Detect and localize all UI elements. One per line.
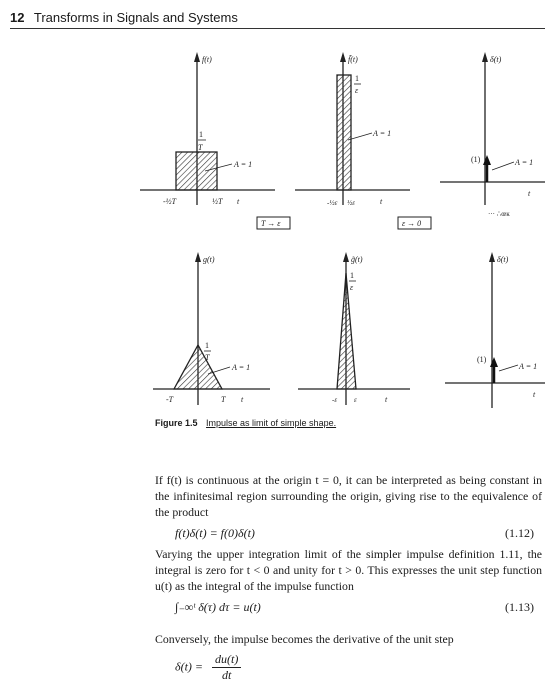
func-label: f(t) (202, 55, 212, 64)
tick-right: ½ε (347, 199, 356, 207)
tick-left: -ε (332, 396, 338, 404)
panel-narrow-pulse (295, 52, 410, 207)
figure-caption (155, 418, 336, 428)
paragraph-3: Conversely, the impulse becomes the derivative of the unit step (155, 632, 454, 646)
height-den: ε (350, 283, 354, 292)
area-label: A = 1 (519, 362, 538, 371)
equation-1-13 (175, 600, 542, 615)
equation-derivative (175, 652, 542, 683)
height-den: T (198, 143, 203, 152)
area-label: A = 1 (515, 158, 534, 167)
transition-box-2 (398, 217, 431, 229)
axis-arrowhead (194, 52, 200, 62)
fraction-numerator: du(t) (212, 652, 241, 668)
t-label: t (237, 197, 240, 206)
t-label: t (528, 189, 531, 198)
func-label: g̃(t) (351, 255, 363, 264)
height-num: 1 (199, 130, 203, 139)
t-label: t (380, 197, 383, 206)
equation-body: ∫₋∞ᵗ δ(τ) dτ = u(t) (175, 600, 261, 614)
tick-left: -½T (163, 197, 177, 206)
chapter-title: Transforms in Signals and Systems (33, 10, 238, 25)
height-den: ε (355, 86, 359, 95)
fraction (212, 652, 241, 683)
panel-narrow-triangle (298, 252, 410, 405)
page-number: 12 (10, 10, 25, 25)
func-label: f̃(t) (348, 55, 358, 64)
caption-label: Figure 1.5 (155, 418, 198, 428)
paragraph-1: If f(t) is continuous at the origin t = 0, it can be interpreted as being constant in the infinitesimal region surrounding the origin, giving rise to the equivalence of the product (155, 473, 542, 519)
func-label: g(t) (203, 255, 215, 264)
t-label: t (533, 390, 536, 399)
equation-number: (1.12) (505, 526, 534, 540)
panel-triangle (153, 252, 270, 405)
panel-impulse-top (440, 52, 545, 218)
paragraph-2: Varying the upper integration limit of the simpler impulse definition 1.11, the integral is zero for t < 0 and unity for t > 0. This expresses the unit step function u(t) as the integral of the impulse function (155, 547, 542, 593)
rect-pulse (176, 152, 217, 190)
height-num: 1 (205, 341, 209, 350)
tick-right: ε (354, 396, 357, 404)
tick-left: -½ε (327, 199, 338, 207)
func-label: δ(t) (497, 255, 509, 264)
equation-lhs: δ(t) = (175, 659, 204, 674)
tick-left: -T (166, 395, 174, 404)
t-label: t (241, 395, 244, 404)
func-label: δ(t) (490, 55, 502, 64)
equation-body: f(t)δ(t) = f(0)δ(t) (175, 526, 255, 540)
area-label: A = 1 (234, 160, 253, 169)
equation-number: (1.13) (505, 600, 534, 614)
height-num: 1 (355, 74, 359, 83)
impulse-weight: (1) (477, 355, 487, 364)
running-header (10, 10, 540, 25)
tick-right: T (221, 395, 226, 404)
triangle-pulse (174, 345, 222, 389)
fraction-denominator: dt (222, 668, 232, 682)
area-label: A = 1 (232, 363, 251, 372)
transition-label: T → ε (261, 219, 281, 228)
tick-right: ½T (212, 197, 223, 206)
height-num: 1 (350, 271, 354, 280)
t-label: t (385, 395, 388, 404)
transition-box-1 (257, 217, 290, 229)
pencil-scribble: ··· ∴œĸ (488, 210, 510, 218)
panel-impulse-bottom (445, 252, 545, 408)
area-label: A = 1 (373, 129, 392, 138)
caption-text: Impulse as limit of simple shape. (206, 418, 337, 428)
transition-label: ε → 0 (402, 219, 422, 228)
impulse-weight: (1) (471, 155, 481, 164)
header-rule (10, 28, 545, 29)
figure-1-5 (0, 30, 550, 420)
narrow-pulse (337, 75, 351, 190)
height-den: T (205, 353, 210, 362)
equation-1-12 (175, 526, 542, 541)
panel-rect-pulse (140, 52, 275, 206)
